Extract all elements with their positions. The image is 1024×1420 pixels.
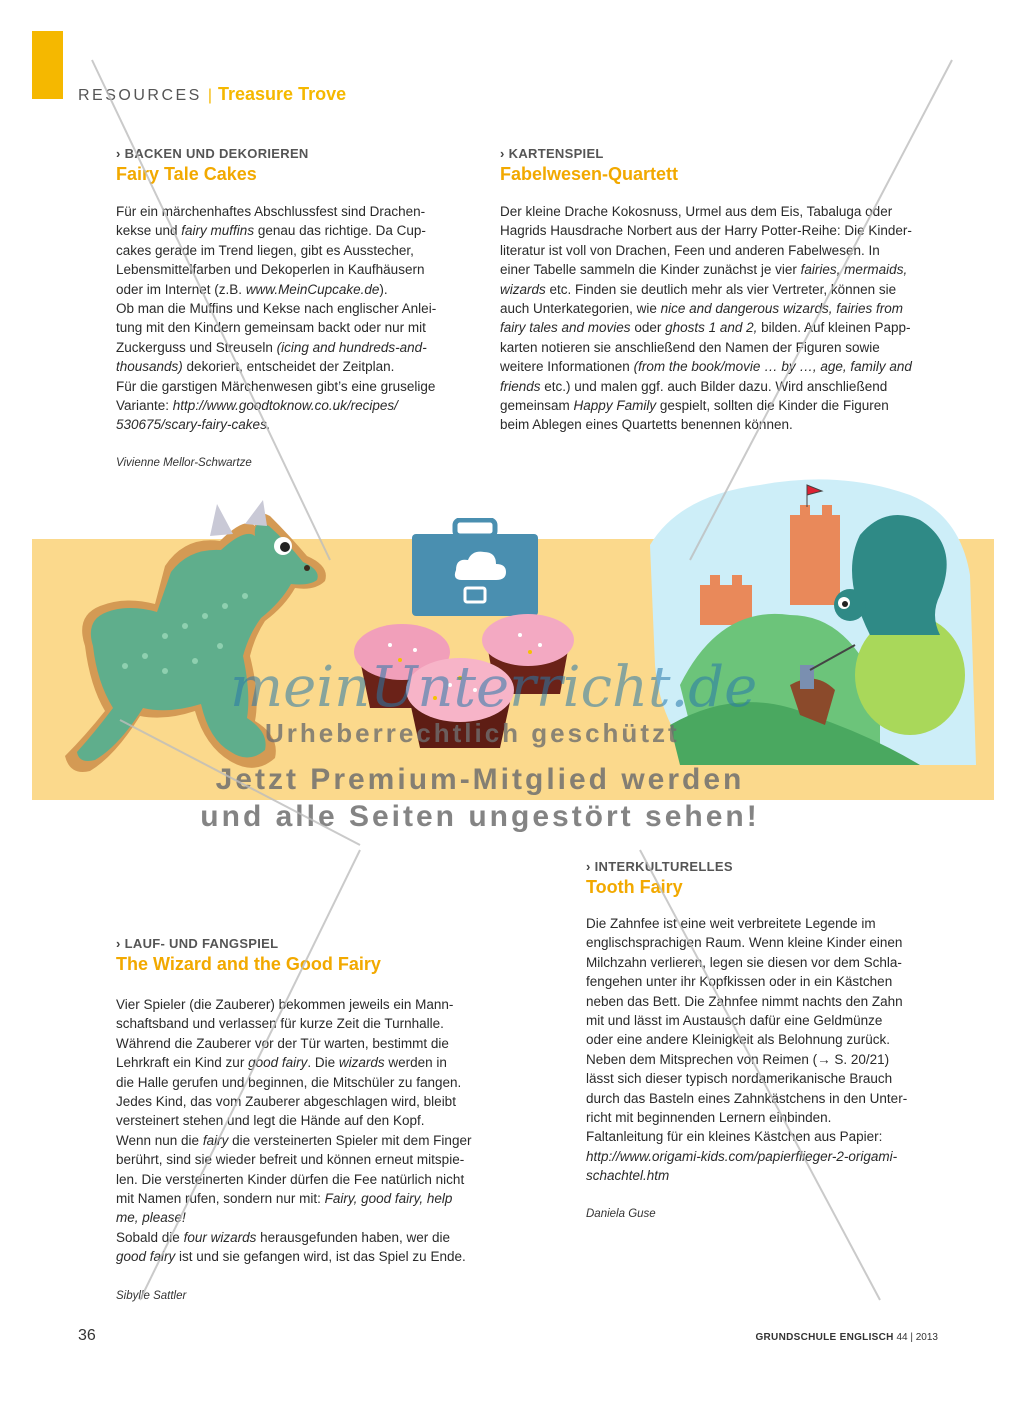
- article-author: Vivienne Mellor-Schwartze: [116, 456, 252, 469]
- chevron-right-icon: ›: [500, 146, 505, 161]
- publication-info: [755, 1332, 938, 1343]
- article-kicker: › KARTENSPIEL: [500, 146, 604, 161]
- section-color-tab: [32, 31, 63, 99]
- chevron-right-icon: ›: [116, 936, 121, 951]
- page-number: 36: [78, 1327, 96, 1344]
- article-kicker: › INTERKULTURELLES: [586, 859, 733, 874]
- article-title: Fairy Tale Cakes: [116, 164, 257, 184]
- article-tooth-fairy: [586, 859, 976, 1220]
- link-origami-kids[interactable]: http://www.origami-kids.com/papierflieger-2-origami-: [586, 1148, 898, 1164]
- article-body: Der kleine Drache Kokosnuss, Urmel aus dem Eis, Tabaluga oder Hagrids Hausdrache Norbert aus der Harry Potter-Reihe: Die Kinder- literatur ist voll von Drachen, Feen und anderen Fabelwesen. In einer Tabelle sammeln die Kinder zunächst je vier fairies, mermaids, wizards etc. Finden sie deutlich mehr als vier Vertreter, können sie auch Unterkategorien, wie nice and dangerous wizards, fairies from fairy tales and movies oder ghosts 1 and 2, bilden. Auf kleinen Papp- karten notieren sie anschließend den Namen der Figuren sowie weitere Informationen (from the book/movie … by …, age, family and friends etc.) und malen ggf. auch Bilder dazu. Wird anschließend gemeinsam Happy Family gespielt, sollten die Kinder die Figuren beim Ablegen eines Quartetts benennen können.: [500, 204, 912, 433]
- watermark-brand: meinUnterricht.de: [230, 655, 758, 720]
- link-meincupcake[interactable]: www.MeinCupcake.de: [245, 281, 380, 297]
- article-fabelwesen-quartett: [500, 146, 970, 435]
- journal-name: GRUNDSCHULE ENGLISCH: [755, 1332, 894, 1343]
- chevron-right-icon: ›: [116, 146, 121, 161]
- subsection-label: Treasure Trove: [218, 84, 347, 104]
- chevron-right-icon: ›: [586, 859, 591, 874]
- link-origami-kids-cont[interactable]: schachtel.htm: [586, 1168, 670, 1184]
- article-title: The Wizard and the Good Fairy: [116, 954, 381, 974]
- header-separator: |: [207, 87, 213, 104]
- watermark-cta-line2: und alle Seiten ungestört sehen!: [200, 800, 760, 833]
- article-fairy-tale-cakes: [116, 146, 496, 469]
- article-title: Fabelwesen-Quartett: [500, 164, 679, 184]
- page-header: [78, 84, 346, 105]
- article-author: Daniela Guse: [586, 1207, 656, 1220]
- journal-issue: 44 | 2013: [896, 1332, 938, 1343]
- dragon-cookie-image: [45, 496, 345, 796]
- article-wizard-good-fairy: [116, 936, 516, 1302]
- article-author: Sibylle Sattler: [116, 1289, 187, 1302]
- link-goodtoknow-cont[interactable]: 530675/scary-fairy-cakes.: [116, 417, 271, 433]
- watermark-cta-line1: Jetzt Premium-Mitglied werden: [215, 763, 745, 796]
- article-body: Vier Spieler (die Zauberer) bekommen jeweils ein Mann- schaftsband und verlassen für kurze Zeit die Turnhalle. Während die Zauberer vor der Tür warten, bestimmt die Lehrkraft ein Kind zur good fairy. Die wizards werden in die Halle gerufen und beginnen, die Mitschüler zu fangen. Jedes Kind, das vom Zauberer abgeschlagen wird, bleibt versteinert stehen und legt die Hände auf den Kopf. Wenn nun die fairy die versteinerten Spieler mit dem Finger berührt, sind sie wieder befreit und können erneut mitspie- len. Die versteinerten Kinder dürfen die Fee natürlich nicht mit Namen rufen, sondern nur mit: Fairy, good fairy, help me, please! Sobald die four wizards herausgefunden haben, wer die good fairy ist und sie gefangen wird, ist das Spiel zu Ende.: [116, 997, 472, 1265]
- article-kicker: › LAUF- UND FANGSPIEL: [116, 936, 279, 951]
- link-goodtoknow[interactable]: http://www.goodtoknow.co.uk/recipes/: [172, 398, 398, 414]
- watermark-protected: Urheberrechtlich geschützt: [265, 718, 680, 748]
- section-label: RESOURCES: [78, 87, 202, 104]
- article-body: Die Zahnfee ist eine weit verbreitete Legende im englischsprachigen Raum. Wenn kleine Kinder einen Milchzahn verlieren, legen sie diesen vor dem Schla- fengehen unter ihr Kopfkissen oder in ein Kästchen neben das Bett. Die Zahnfee nimmt nachts den Zahn mit und lässt im Austausch dafür eine Geldmünze oder eine andere Kleinigkeit als Belohnung zurück. Neben dem Mitsprechen von Reimen (→ S. 20/21) lässt sich dieser typisch nordamerikanische Brauch durch das Basteln eines Zahnkästchens in den Unter- richt mit beginnenden Lernern einbinden. Faltanleitung für ein kleines Kästchen aus Papier: http://www.origami-kids.com/papierflieger-2-origami- schachtel.htm: [586, 916, 908, 1184]
- article-title: Tooth Fairy: [586, 877, 683, 897]
- article-body: Für ein märchenhaftes Abschlussfest sind Drachen- kekse und fairy muffins genau das richtige. Da Cup- cakes gerade im Trend liegen, gibt es Ausstecher, Lebensmittelfarben und Dekoperlen in Kaufhäusern oder im Internet (z.B. www.MeinCupcake.de). Ob man die Muffins und Kekse nach englischer Anlei- tung mit den Kindern gemeinsam backt oder nur mit Zuckerguss und Streuseln (icing and hundreds-and- thousands) dekoriert, entscheidet der Zeitplan. Für die garstigen Märchenwesen gibt’s eine gruselige Variante: http://www.goodtoknow.co.uk/recipes/ 530675/scary-fairy-cakes.: [116, 204, 437, 433]
- article-kicker: › BACKEN UND DEKORIEREN: [116, 146, 309, 161]
- dragon-knight-illustration: [640, 465, 976, 775]
